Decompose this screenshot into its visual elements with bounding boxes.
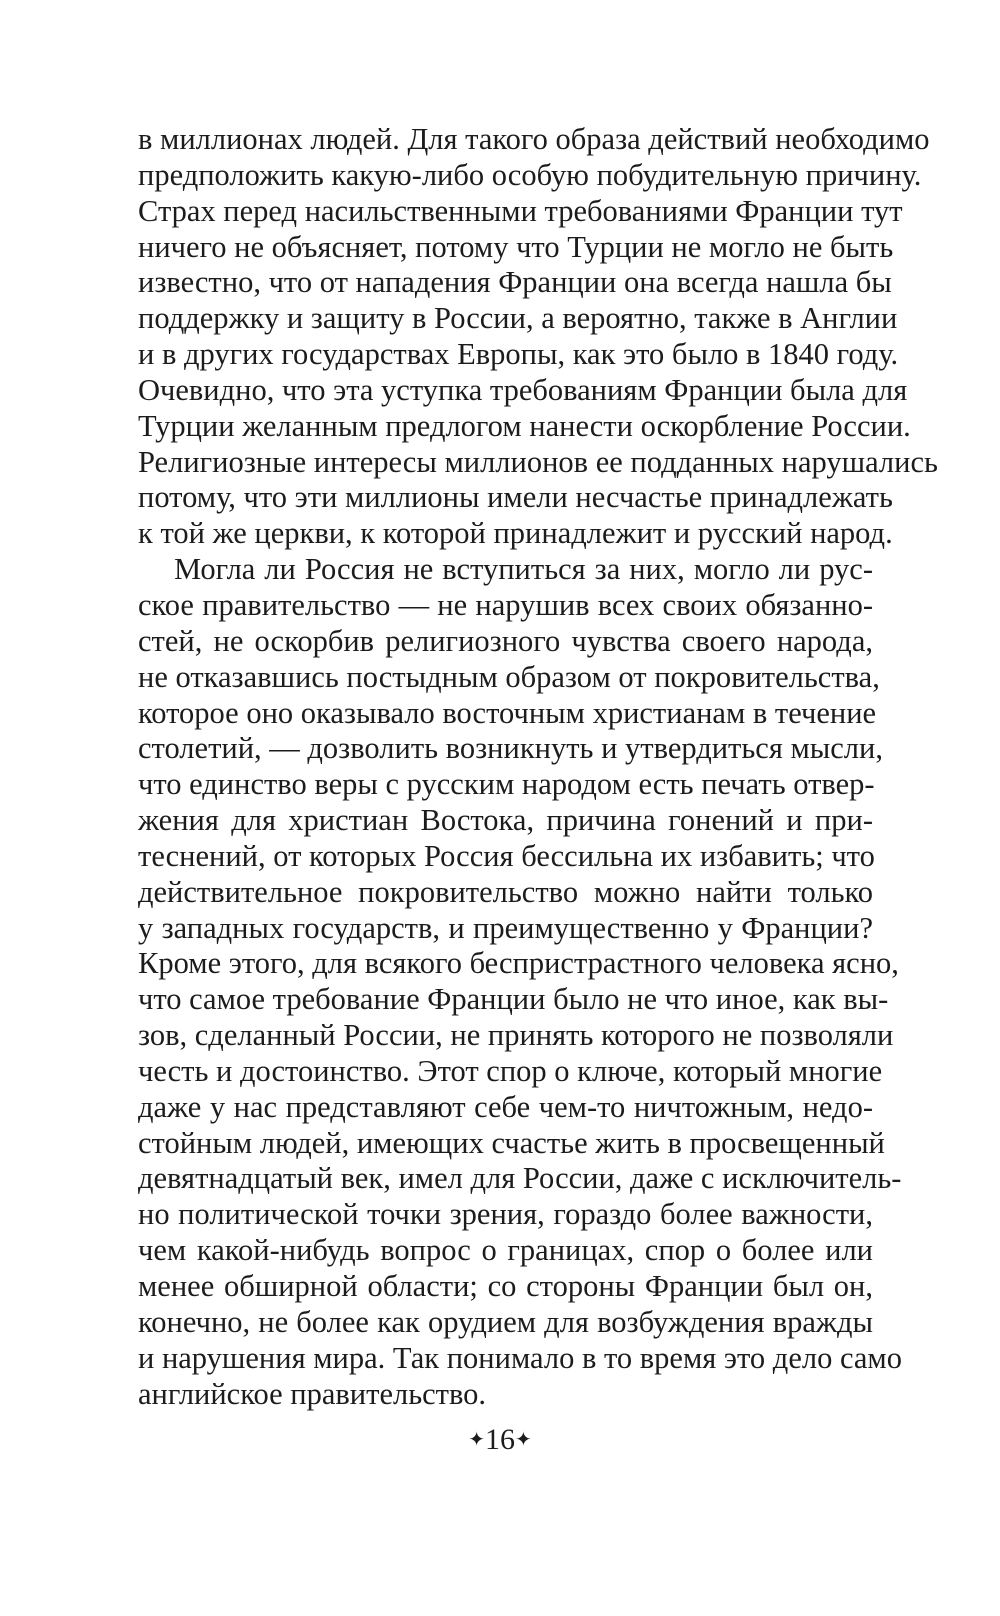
text-line: потому, что эти миллионы имели несчастье принадлежать [138,480,893,515]
text-line: стойным людей, имеющих счастье жить в просвещенный [138,1125,885,1160]
body-text [138,122,938,1412]
text-line: Религиозные интересы миллионов ее подданных нарушались [138,444,938,479]
text-line: которое оно оказывало восточным христианам в течение [138,695,877,730]
text-line: Очевидно, что эта уступка требованиям Франции была для [138,372,908,407]
text-line: к той же церкви, к которой принадлежит и русский народ. [138,516,893,551]
text-line: ничего не объясняет, потому что Турции не могло не быть [138,229,894,264]
text-line: не отказавшись постыдным образом от покровительства, [138,659,880,694]
text-line: стей, не оскорбив религиозного чувства своего народа, [138,623,873,658]
text-line: поддержку и защиту в России, а вероятно, также в Англии [138,301,898,336]
text-line: действительное покровительство можно найти только [138,874,873,909]
text-line: Кроме этого, для всякого беспристрастного человека ясно, [138,946,899,981]
text-line: честь и достоинство. Этот спор о ключе, который многие [138,1053,883,1088]
text-line: Страх перед насильственными требованиями Франции тут [138,193,903,228]
text-line: Турции желанным предлогом нанести оскорбление России. [138,408,911,443]
text-line: конечно, не более как орудием для возбуждения вражды [138,1304,873,1339]
text-line: что самое требование Франции было не что иное, как вы- [138,982,889,1017]
text-line: Могла ли Россия не вступиться за них, могло ли рус- [174,552,873,587]
text-line: предположить какую-либо особую побудительную причину. [138,157,922,192]
paragraph-1 [138,122,938,552]
text-line: у западных государств, и преимущественно у Франции? [138,910,873,945]
text-line: теснений, от которых Россия бессильна их избавить; что [138,838,875,873]
text-line: и нарушения мира. Так понимало в то время это дело само [138,1340,902,1375]
ornament-right-icon: ✦ [515,1429,532,1451]
paragraph-2 [138,552,902,1412]
text-line: в миллионах людей. Для такого образа действий необходимо [138,122,930,156]
text-line: менее обширной области; со стороны Франции был он, [138,1269,873,1303]
text-line: жения для христиан Востока, причина гонений и при- [138,803,873,838]
text-line: известно, что от нападения Франции она всегда нашла бы [138,265,892,300]
text-line: даже у нас представляют себе чем-то ничтожным, недо- [138,1089,873,1124]
text-line: английское правительство. [138,1376,487,1411]
page-footer [0,1422,1000,1458]
ornament-left-icon: ✦ [468,1429,485,1451]
text-line: зов, сделанный России, не принять которого не позволяли [138,1018,894,1053]
text-line: столетий, — дозволить возникнуть и утвердиться мысли, [138,731,883,766]
page-number: 16 [485,1423,515,1456]
text-line: девятнадцатый век, имел для России, даже с исключитель- [138,1161,902,1196]
text-line: чем какой-нибудь вопрос о границах, спор о более или [138,1233,873,1268]
text-line: и в других государствах Европы, как это было в 1840 году. [138,337,899,372]
text-line: что единство веры с русским народом есть печать отвер- [138,767,875,802]
text-line: ское правительство — не нарушив всех своих обязанно- [138,587,873,622]
text-line: но политической точки зрения, гораздо более важности, [138,1197,873,1232]
